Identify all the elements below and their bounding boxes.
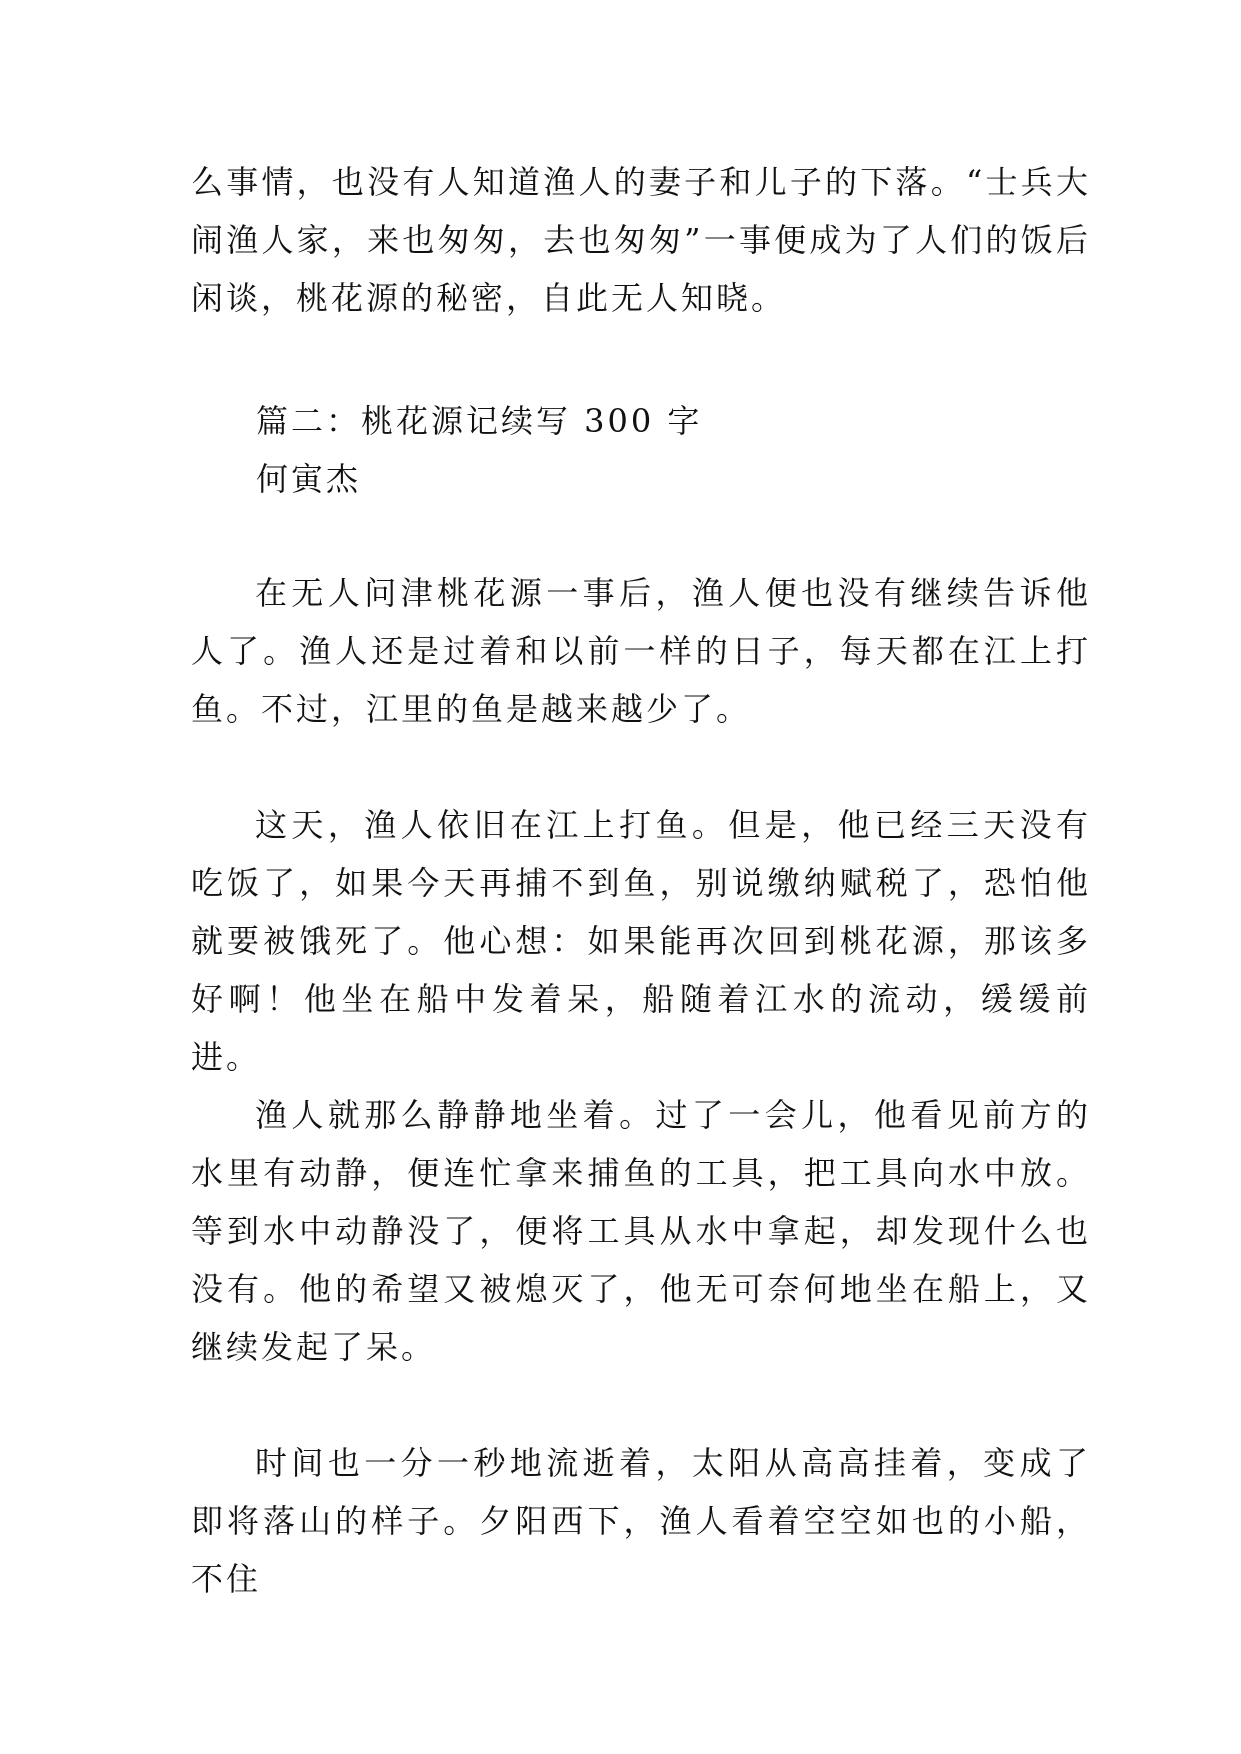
paragraph-1: 在无人问津桃花源一事后，渔人便也没有继续告诉他人了。渔人还是过着和以前一样的日子，每天都在江上打鱼。不过，江里的鱼是越来越少了。 — [191, 574, 1091, 728]
paragraph-2: 这天，渔人依旧在江上打鱼。但是，他已经三天没有吃饭了，如果今天再捕不到鱼，别说缴纳赋税了，恐怕他就要被饿死了。他心想：如果能再次回到桃花源，那该多好啊！他坐在船中发着呆，船随着江水的流动，缓缓前进。 — [191, 806, 1091, 1076]
paragraph-continued: 么事情，也没有人知道渔人的妻子和儿子的下落。“士兵大闹渔人家，来也匆匆，去也匆匆”一事便成为了人们的饭后闲谈，桃花源的秘密，自此无人知晓。 — [191, 163, 1091, 317]
author-name: 何寅杰 — [256, 460, 362, 498]
paragraph-3: 渔人就那么静静地坐着。过了一会儿，他看见前方的水里有动静，便连忙拿来捕鱼的工具，把工具向水中放。等到水中动静没了，便将工具从水中拿起，却发现什么也没有。他的希望又被熄灭了，他无可奈何地坐在船上，又继续发起了呆。 — [191, 1096, 1091, 1366]
section-title: 篇二：桃花源记续写 300 字 — [256, 402, 703, 440]
paragraph-4: 时间也一分一秒地流逝着，太阳从高高挂着，变成了即将落山的样子。夕阳西下，渔人看着空空如也的小船，不住 — [191, 1444, 1091, 1598]
